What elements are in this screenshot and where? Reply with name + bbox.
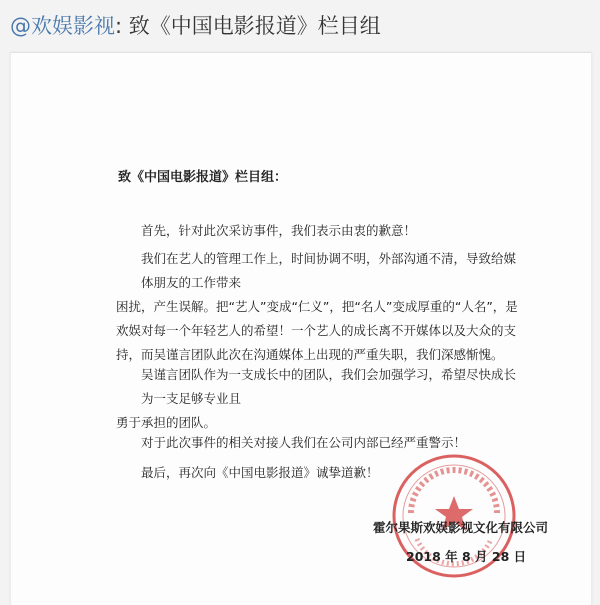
paragraph-line: 首先，针对此次采访事件，我们表示由衷的歉意！: [141, 223, 417, 238]
post-title-text: : 致《中国电影报道》栏目组: [115, 14, 381, 38]
paragraph-line: 对于此次事件的相关对接人我们在公司内部已经严重警示！: [141, 435, 467, 450]
paragraph-line: 困扰，产生误解。把“艺人”变成“仁义”，把“名人”变成厚重的“人名”，是欢娱对每一个年轻艺人的希望！一个艺人的成长离不开媒体以及大众的支持，而吴谨言团队此次在沟通媒体上出现的严重失职，我们深感惭愧。: [116, 299, 518, 362]
letter-paragraph: [116, 219, 528, 243]
author-mention-link[interactable]: @欢娱影视: [10, 14, 115, 38]
paragraph-line: 我们在艺人的管理工作上，时间协调不明，外部沟通不清，导致给媒体朋友的工作带来: [141, 251, 517, 290]
paragraph-line: 吴谨言团队作为一支成长中的团队，我们会加强学习，希望尽快成长为一支足够专业且: [141, 367, 517, 406]
letter-paragraph: [116, 247, 528, 367]
post-header: [0, 0, 600, 50]
paragraph-line: 勇于承担的团队。: [116, 415, 217, 430]
paragraph-line: 最后，再次向《中国电影报道》诚挚道歉！: [141, 465, 379, 480]
letter-salutation: 致《中国电影报道》栏目组：: [118, 170, 288, 185]
post-title: [10, 10, 381, 40]
company-signature: 霍尔果斯欢娱影视文化有限公司: [373, 520, 549, 535]
letter-date: 2018 年 8 月 28 日: [406, 549, 527, 564]
letter-image[interactable]: [10, 52, 592, 605]
letter-paragraph: [116, 363, 528, 435]
